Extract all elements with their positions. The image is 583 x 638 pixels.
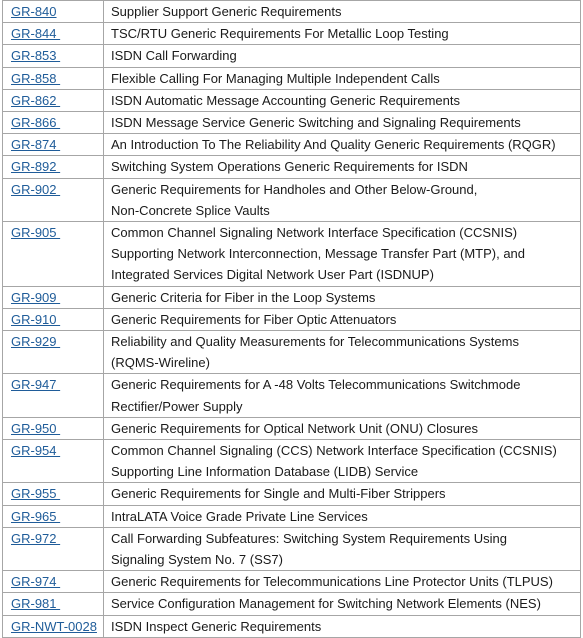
document-title-line: Generic Criteria for Fiber in the Loop Systems xyxy=(111,289,376,305)
table-row xyxy=(3,23,581,45)
document-title-line: Generic Requirements for Fiber Optic Attenuators xyxy=(111,311,397,327)
document-title-cell xyxy=(104,67,581,89)
document-title-cell xyxy=(104,112,581,134)
table-row xyxy=(3,505,581,527)
document-code-link[interactable]: GR-844 xyxy=(11,26,61,42)
document-title-line: Service Configuration Management for Switching Network Elements (NES) xyxy=(111,596,541,612)
document-code-link[interactable]: GR-866 xyxy=(11,115,61,131)
document-code-link[interactable]: GR-974 xyxy=(11,574,61,590)
document-title-line: Non-Concrete Splice Vaults xyxy=(111,202,270,218)
document-title-cell xyxy=(104,615,581,637)
document-title-cell xyxy=(104,417,581,439)
table-row xyxy=(3,286,581,308)
table-row xyxy=(3,178,581,221)
document-title-line: Common Channel Signaling (CCS) Network Interface Specification (CCSNIS) xyxy=(111,443,557,459)
document-code-cell xyxy=(3,593,104,615)
document-title-line: Supporting Network Interconnection, Message Transfer Part (MTP), and xyxy=(111,246,526,262)
document-code-link[interactable]: GR-905 xyxy=(11,225,61,241)
table-row xyxy=(3,45,581,67)
document-title-cell xyxy=(104,178,581,221)
document-title-cell xyxy=(104,23,581,45)
document-code-cell xyxy=(3,615,104,637)
document-title-line: ISDN Inspect Generic Requirements xyxy=(111,618,322,634)
document-title-line: Generic Requirements for Single and Multi-Fiber Strippers xyxy=(111,486,446,502)
document-code-link[interactable]: GR-972 xyxy=(11,530,61,546)
table-row xyxy=(3,1,581,23)
document-title-cell xyxy=(104,286,581,308)
table-row xyxy=(3,67,581,89)
document-code-cell xyxy=(3,483,104,505)
document-title-cell xyxy=(104,222,581,287)
table-row xyxy=(3,593,581,615)
document-code-cell xyxy=(3,505,104,527)
document-code-link[interactable]: GR-950 xyxy=(11,420,61,436)
document-title-cell xyxy=(104,331,581,374)
document-code-link[interactable]: GR-853 xyxy=(11,48,61,64)
document-title-line: Supporting Line Information Database (LIDB) Service xyxy=(111,464,419,480)
document-title-line: Signaling System No. 7 (SS7) xyxy=(111,552,283,568)
document-code-link[interactable]: GR-858 xyxy=(11,70,61,86)
document-code-cell xyxy=(3,417,104,439)
document-title-line: ISDN Automatic Message Accounting Generic Requirements xyxy=(111,92,461,108)
document-title-cell xyxy=(104,45,581,67)
document-title-line: ISDN Call Forwarding xyxy=(111,48,237,64)
table-row xyxy=(3,417,581,439)
table-row xyxy=(3,89,581,111)
table-row xyxy=(3,222,581,287)
document-code-link[interactable]: GR-947 xyxy=(11,377,61,393)
document-title-cell xyxy=(104,527,581,570)
document-title-line: Generic Requirements for Handholes and Other Below-Ground, xyxy=(111,181,478,197)
document-title-cell xyxy=(104,308,581,330)
table-row xyxy=(3,440,581,483)
document-title-cell xyxy=(104,483,581,505)
document-title-cell xyxy=(104,374,581,417)
document-title-line: Rectifier/Power Supply xyxy=(111,398,243,414)
document-title-cell xyxy=(104,505,581,527)
document-code-cell xyxy=(3,134,104,156)
document-code-cell xyxy=(3,527,104,570)
document-title-line: Generic Requirements for A -48 Volts Telecommunications Switchmode xyxy=(111,377,521,393)
document-code-cell xyxy=(3,308,104,330)
document-title-line: Generic Requirements for Optical Network Unit (ONU) Closures xyxy=(111,420,478,436)
document-code-cell xyxy=(3,222,104,287)
document-title-line: Reliability and Quality Measurements for Telecommunications Systems xyxy=(111,334,519,350)
document-title-line: Supplier Support Generic Requirements xyxy=(111,4,342,19)
table-row xyxy=(3,156,581,178)
table-row xyxy=(3,571,581,593)
table-row xyxy=(3,615,581,637)
document-code-link[interactable]: GR-874 xyxy=(11,137,61,153)
document-code-cell xyxy=(3,89,104,111)
document-title-line: Call Forwarding Subfeatures: Switching System Requirements Using xyxy=(111,530,507,546)
document-code-link[interactable]: GR-965 xyxy=(11,508,61,524)
document-code-cell xyxy=(3,440,104,483)
document-code-cell xyxy=(3,45,104,67)
document-title-line: IntraLATA Voice Grade Private Line Services xyxy=(111,508,368,524)
table-row xyxy=(3,331,581,374)
document-title-cell xyxy=(104,593,581,615)
table-row xyxy=(3,374,581,417)
document-title-line: An Introduction To The Reliability And Quality Generic Requirements (RQGR) xyxy=(111,137,556,153)
document-code-cell xyxy=(3,286,104,308)
document-title-cell xyxy=(104,89,581,111)
document-code-link[interactable]: GR-862 xyxy=(11,92,61,108)
document-title-line: Integrated Services Digital Network User Part (ISDNUP) xyxy=(111,267,434,283)
document-code-cell xyxy=(3,67,104,89)
document-code-link[interactable]: GR-981 xyxy=(11,596,61,612)
document-title-cell xyxy=(104,440,581,483)
document-title-line: Switching System Operations Generic Requirements for ISDN xyxy=(111,159,468,175)
document-code-link[interactable]: GR-840 xyxy=(11,4,57,19)
document-title-cell xyxy=(104,156,581,178)
table-row xyxy=(3,112,581,134)
document-title-line: Generic Requirements for Telecommunications Line Protector Units (TLPUS) xyxy=(111,574,553,590)
document-code-cell xyxy=(3,112,104,134)
document-code-link[interactable]: GR-910 xyxy=(11,311,61,327)
document-code-cell xyxy=(3,331,104,374)
document-code-cell xyxy=(3,1,104,23)
document-code-cell xyxy=(3,156,104,178)
document-code-link[interactable]: GR-955 xyxy=(11,486,61,502)
document-code-cell xyxy=(3,374,104,417)
document-title-cell xyxy=(104,571,581,593)
document-code-cell xyxy=(3,571,104,593)
document-code-link[interactable]: GR-909 xyxy=(11,289,61,305)
table-row xyxy=(3,527,581,570)
document-code-link[interactable]: GR-902 xyxy=(11,181,61,197)
document-title-line: Flexible Calling For Managing Multiple Independent Calls xyxy=(111,70,440,86)
document-title-line: Common Channel Signaling Network Interface Specification (CCSNIS) xyxy=(111,225,518,241)
requirements-table-body xyxy=(3,1,581,638)
document-code-link[interactable]: GR-892 xyxy=(11,159,61,175)
table-row xyxy=(3,134,581,156)
document-code-link[interactable]: GR-954 xyxy=(11,443,61,459)
document-code-link[interactable]: GR-NWT-0028 xyxy=(11,618,97,634)
document-title-cell xyxy=(104,1,581,23)
document-code-cell xyxy=(3,23,104,45)
document-title-line: (RQMS-Wireline) xyxy=(111,355,210,371)
document-title-line: TSC/RTU Generic Requirements For Metallic Loop Testing xyxy=(111,26,449,42)
document-code-cell xyxy=(3,178,104,221)
table-row xyxy=(3,308,581,330)
document-title-cell xyxy=(104,134,581,156)
document-code-link[interactable]: GR-929 xyxy=(11,334,61,350)
table-row xyxy=(3,483,581,505)
requirements-table xyxy=(2,0,581,638)
document-title-line: ISDN Message Service Generic Switching and Signaling Requirements xyxy=(111,115,521,131)
